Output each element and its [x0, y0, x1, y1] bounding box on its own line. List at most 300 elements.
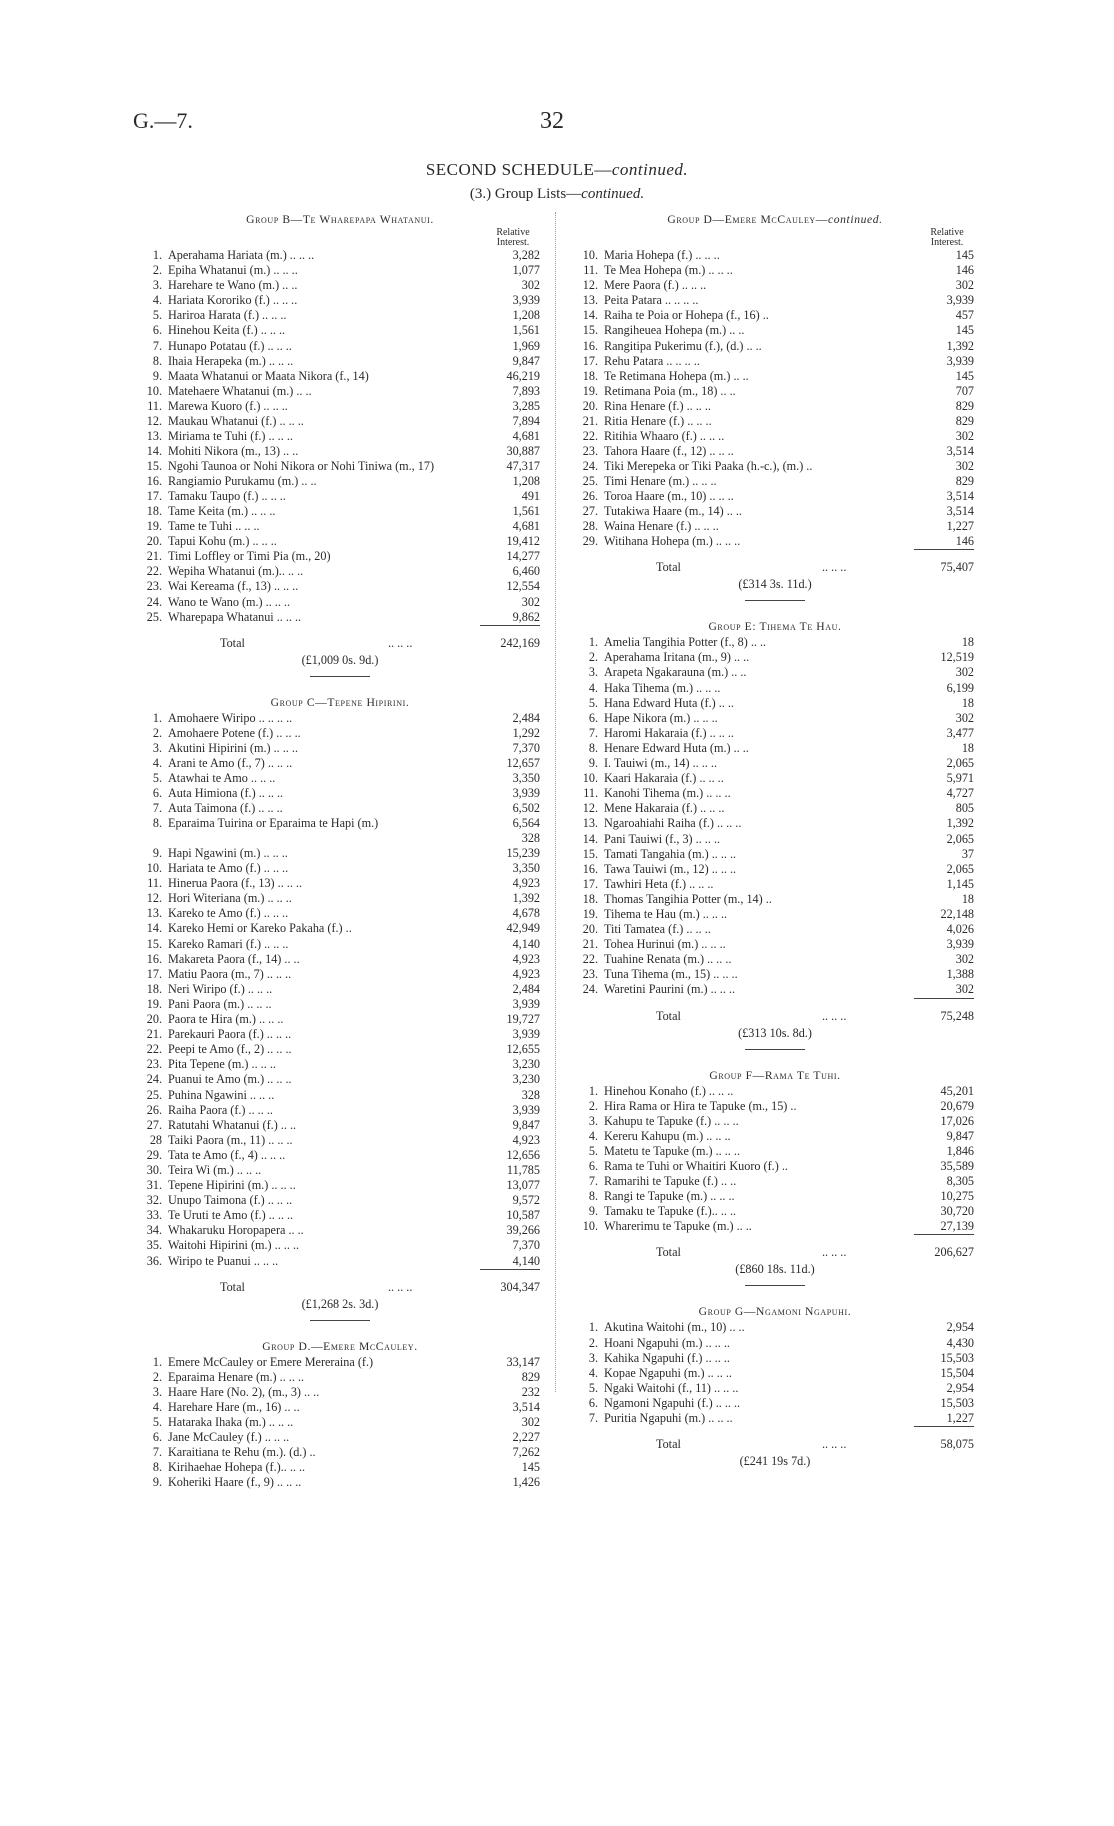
item-value: 20,679 — [940, 1098, 974, 1113]
item-name: Rangiheuea Hohepa (m.) .. .. — [604, 323, 745, 338]
item-number: 3. — [588, 665, 598, 680]
item-name: Tepene Hipirini (m.) .. .. .. — [168, 1178, 296, 1193]
list-item — [140, 1193, 540, 1208]
list-item — [140, 1415, 540, 1430]
list-item — [576, 1159, 974, 1174]
list-item — [576, 650, 974, 665]
item-number: 8. — [152, 816, 162, 831]
item-name: Kopae Ngapuhi (m.) .. .. .. — [604, 1365, 732, 1380]
item-name: Thomas Tangihia Potter (m., 14) .. — [604, 891, 772, 906]
item-name: Tame te Tuhi .. .. .. — [168, 519, 260, 534]
group-rows — [576, 635, 974, 997]
left-column — [140, 212, 540, 1490]
item-name: Rangiamio Purukamu (m.) .. .. — [168, 473, 317, 488]
item-value: 1,426 — [512, 1475, 540, 1490]
item-value: 4,140 — [512, 1253, 540, 1268]
item-name: Henare Edward Huta (m.) .. .. — [604, 740, 749, 755]
item-value: 302 — [955, 459, 974, 474]
item-name: I. Tauiwi (m., 14) .. .. .. — [604, 756, 717, 771]
total-row — [576, 1435, 974, 1453]
item-number: 29. — [146, 1147, 162, 1162]
list-item — [576, 489, 974, 504]
schedule-title-cont: continued. — [611, 160, 689, 179]
list-item — [576, 1320, 974, 1335]
item-name: Raiha te Poia or Hohepa (f., 16) .. — [604, 308, 769, 323]
item-number: 14. — [146, 921, 162, 936]
item-value: 2,227 — [512, 1430, 540, 1445]
item-value: 1,208 — [512, 473, 540, 488]
item-name: Aperahama Hariata (m.) .. .. .. — [168, 248, 315, 262]
item-number: 3. — [152, 1384, 162, 1399]
list-item — [576, 278, 974, 293]
item-number: 33. — [146, 1208, 162, 1223]
item-number: 19. — [582, 383, 598, 398]
list-item — [576, 907, 974, 922]
total-dots: .. .. .. — [822, 1245, 847, 1260]
list-item — [140, 564, 540, 579]
list-item — [140, 1133, 540, 1148]
item-value: 1,392 — [946, 816, 974, 831]
item-number: 4. — [588, 1128, 598, 1143]
item-value: 3,350 — [512, 771, 540, 786]
list-item — [140, 741, 540, 756]
item-name: Haka Tihema (m.) .. .. .. — [604, 680, 721, 695]
item-number: 1. — [152, 1354, 162, 1369]
schedule-title-text: SECOND SCHEDULE— — [425, 160, 612, 179]
list-item — [576, 741, 974, 756]
item-number: 19. — [146, 996, 162, 1011]
item-value: 13,077 — [506, 1178, 540, 1193]
item-name: Mene Hakaraia (f.) .. .. .. — [604, 801, 725, 816]
list-item — [576, 937, 974, 952]
item-value: 2,484 — [512, 981, 540, 996]
item-name: Puanui te Amo (m.) .. .. .. — [168, 1072, 292, 1087]
list-item — [576, 1204, 974, 1219]
item-name: Hoani Ngapuhi (m.) .. .. .. — [604, 1335, 730, 1350]
item-value: 11,785 — [506, 1162, 540, 1177]
item-value: 2,065 — [946, 861, 974, 876]
item-name: Kereru Kahupu (m.) .. .. .. — [604, 1128, 731, 1143]
item-value: 707 — [955, 383, 974, 398]
list-item — [576, 263, 974, 278]
item-value: 18 — [961, 891, 974, 906]
item-name: Kareko Ramari (f.) .. .. .. — [168, 936, 289, 951]
item-number: 12. — [146, 414, 162, 429]
total-label: Total — [220, 1279, 245, 1294]
list-item — [576, 756, 974, 771]
item-value: 146 — [955, 263, 974, 278]
group-c — [140, 695, 540, 1321]
list-item — [140, 846, 540, 861]
item-number: 1. — [152, 248, 162, 262]
list-item — [576, 399, 974, 414]
item-value: 302 — [955, 982, 974, 997]
item-name: Hapi Ngawini (m.) .. .. .. — [168, 846, 288, 860]
list-item — [576, 504, 974, 519]
item-value: 39,266 — [506, 1223, 540, 1238]
item-value: 3,939 — [512, 996, 540, 1011]
item-value: 1,846 — [946, 1143, 974, 1158]
group-heading: Group D.—Emere McCauley. — [262, 1339, 418, 1353]
item-name: Tutakiwa Haare (m., 14) .. .. — [604, 504, 742, 518]
total-money: (£314 3s. 11d.) — [738, 577, 812, 592]
item-value: 1,208 — [512, 308, 540, 323]
item-number: 8. — [588, 740, 598, 755]
item-number: 1. — [588, 1083, 598, 1098]
item-value: 7,262 — [512, 1445, 540, 1460]
item-name: Rangitipa Pukerimu (f.), (d.) .. .. — [604, 338, 762, 353]
list-item — [140, 323, 540, 338]
item-number: 6. — [152, 323, 162, 338]
item-number: 2. — [152, 263, 162, 278]
item-name: Matiu Paora (m., 7) .. .. .. — [168, 966, 292, 981]
list-item — [140, 278, 540, 293]
list-item — [140, 444, 540, 459]
item-number: 8. — [152, 1460, 162, 1475]
item-number: 5. — [588, 1143, 598, 1158]
item-value: 12,519 — [940, 650, 974, 665]
item-number: 12. — [146, 891, 162, 906]
total-money: (£1,268 2s. 3d.) — [301, 1296, 379, 1311]
item-name: Ngohi Taunoa or Nohi Nikora or Nohi Tiniwa (m., 17) — [168, 459, 435, 474]
list-item — [140, 726, 540, 741]
item-name: Rina Henare (f.) .. .. .. — [604, 398, 711, 413]
item-value: 1,292 — [512, 725, 540, 740]
item-number: 3. — [588, 1350, 598, 1365]
list-item — [576, 1396, 974, 1411]
item-name: Hataraka Ihaka (m.) .. .. .. — [168, 1415, 294, 1429]
subtitle-text: (3.) Group Lists— — [469, 186, 582, 202]
group-heading-text: Group D—Emere McCauley— — [667, 213, 829, 226]
list-item — [140, 1118, 540, 1133]
item-name: Eparaima Henare (m.) .. .. .. — [168, 1369, 305, 1384]
item-value: 12,657 — [506, 756, 540, 771]
item-number: 6. — [588, 1159, 598, 1173]
group-e — [576, 619, 974, 1049]
item-name: Wharerimu te Tapuke (m.) .. .. — [604, 1219, 752, 1234]
list-item — [140, 1163, 540, 1178]
item-number: 7. — [152, 1445, 162, 1460]
list-item — [140, 1238, 540, 1253]
item-number: 7. — [588, 1411, 598, 1426]
item-value: 1,969 — [512, 338, 540, 353]
item-value: 3,939 — [512, 1102, 540, 1117]
item-value: 3,477 — [946, 725, 974, 740]
item-number: 4. — [152, 756, 162, 771]
group-heading: Group B—Te Wharepapa Whatanui. — [246, 213, 434, 226]
item-name: Eparaima Tuirina or Eparaima te Hapi (m.) — [168, 816, 379, 831]
item-number: 24. — [582, 982, 598, 997]
item-value: 829 — [955, 398, 974, 413]
item-number: 22. — [582, 429, 598, 444]
item-number: 5. — [588, 1380, 598, 1395]
item-name: Maata Whatanui or Maata Nikora (f., 14) — [168, 368, 369, 383]
item-value: 1,388 — [946, 967, 974, 982]
item-name: Neri Wiripo (f.) .. .. .. — [168, 981, 273, 996]
list-item — [576, 384, 974, 399]
item-name: Rangi te Tapuke (m.) .. .. .. — [604, 1189, 735, 1204]
item-number: 5. — [152, 1415, 162, 1429]
list-item — [140, 263, 540, 278]
item-number: 7. — [588, 725, 598, 740]
item-number: 1. — [152, 710, 162, 725]
item-value: 35,589 — [940, 1159, 974, 1173]
item-number: 21. — [582, 414, 598, 429]
item-value: 3,230 — [512, 1057, 540, 1072]
item-value: 6,460 — [512, 564, 540, 579]
list-item — [140, 369, 540, 384]
item-number: 23. — [146, 579, 162, 594]
item-value: 33,147 — [506, 1354, 540, 1369]
total-label: Total — [656, 1008, 681, 1023]
item-name: Harehare te Wano (m.) .. .. — [168, 278, 298, 293]
list-item — [140, 756, 540, 771]
item-number: 15. — [582, 323, 598, 338]
item-name: Pani Paora (m.) .. .. .. — [168, 996, 272, 1011]
item-name: Kaari Hakaraia (f.) .. .. .. — [604, 771, 724, 786]
item-name: Auta Taimona (f.) .. .. .. — [168, 801, 283, 816]
item-number: 16. — [146, 473, 162, 488]
list-item — [576, 1144, 974, 1159]
list-item — [140, 1057, 540, 1072]
item-number: 31. — [146, 1178, 162, 1193]
item-name: Timi Henare (m.) .. .. .. — [604, 473, 717, 488]
item-value: 18 — [961, 695, 974, 710]
total-value: 242,169 — [500, 635, 540, 650]
relative-interest-header — [140, 228, 540, 248]
item-name: Te Mea Hohepa (m.) .. .. .. — [604, 263, 733, 278]
item-value: 9,847 — [512, 353, 540, 368]
list-item — [576, 459, 974, 474]
list-item — [576, 952, 974, 967]
group-separator — [745, 1285, 805, 1286]
item-value: 1,561 — [512, 504, 540, 518]
item-name: Peita Patara .. .. .. .. — [604, 293, 699, 308]
total-dots: .. .. .. — [822, 560, 847, 575]
item-name: Tamaku te Tapuke (f.).. .. .. — [604, 1204, 737, 1219]
item-name: Kareko te Amo (f.) .. .. .. — [168, 906, 289, 921]
item-number — [140, 831, 168, 846]
list-item — [140, 1088, 540, 1103]
item-name: Marewa Kuoro (f.) .. .. .. — [168, 398, 288, 413]
item-number: 36. — [146, 1253, 162, 1268]
item-number: 19. — [146, 519, 162, 534]
item-number: 25. — [582, 473, 598, 488]
group-heading: Group F—Rama Te Tuhi. — [709, 1068, 841, 1082]
item-number: 14. — [582, 831, 598, 846]
list-item — [140, 459, 540, 474]
list-item — [140, 1370, 540, 1385]
item-number: 24. — [146, 594, 162, 609]
item-number: 10. — [146, 861, 162, 876]
total-dots: .. .. .. — [388, 635, 413, 650]
page-ref: G.—7. — [133, 108, 193, 133]
list-item — [140, 1148, 540, 1163]
group-rows — [140, 248, 540, 625]
item-number: 17. — [582, 353, 598, 368]
list-item — [576, 786, 974, 801]
item-number: 18. — [146, 981, 162, 996]
total-rule — [480, 1269, 540, 1272]
item-name: Toroa Haare (m., 10) .. .. .. — [604, 488, 734, 503]
item-value: 4,430 — [946, 1335, 974, 1350]
item-name: Hariata Kororiko (f.) .. .. .. — [168, 293, 298, 308]
item-value: 3,514 — [946, 488, 974, 503]
item-number: 8. — [152, 353, 162, 368]
item-value: 2,484 — [512, 710, 540, 725]
group-rows — [576, 1320, 974, 1426]
list-item — [576, 832, 974, 847]
subtitle-cont: continued. — [581, 186, 645, 202]
list-item — [576, 1189, 974, 1204]
item-name: Kahika Ngapuhi (f.) .. .. .. — [604, 1350, 730, 1365]
item-number: 35. — [146, 1238, 162, 1253]
item-number: 2. — [152, 725, 162, 740]
list-item — [576, 1114, 974, 1129]
item-value: 12,554 — [506, 579, 540, 594]
list-item — [576, 1336, 974, 1351]
item-value: 37 — [961, 846, 974, 861]
item-value: 3,939 — [946, 937, 974, 952]
item-number: 27. — [146, 1117, 162, 1132]
item-value: 10,587 — [506, 1208, 540, 1223]
group-rows — [140, 711, 540, 1269]
item-number: 22. — [582, 952, 598, 967]
list-item — [140, 1103, 540, 1118]
list-item — [576, 681, 974, 696]
item-number: 26. — [582, 488, 598, 503]
item-number: 25. — [146, 609, 162, 624]
item-value: 42,949 — [506, 921, 540, 936]
list-item — [576, 877, 974, 892]
item-name: Timi Loffley or Timi Pia (m., 20) — [168, 549, 331, 564]
group-g — [576, 1304, 974, 1469]
item-number: 10. — [582, 248, 598, 262]
item-number: 11. — [583, 263, 598, 278]
list-item — [140, 489, 540, 504]
total-dots: .. .. .. — [822, 1437, 847, 1452]
item-number: 9. — [588, 756, 598, 771]
total-money: (£860 18s. 11d.) — [735, 1262, 815, 1277]
item-name: Tuna Tihema (m., 15) .. .. .. — [604, 967, 738, 982]
list-item — [140, 384, 540, 399]
list-item — [576, 474, 974, 489]
item-value: 3,282 — [512, 248, 540, 262]
group-separator — [745, 1049, 805, 1050]
item-name: Kirihaehae Hohepa (f.).. .. .. — [168, 1460, 306, 1475]
group-rows — [576, 248, 974, 549]
item-number: 18. — [582, 368, 598, 383]
item-number: 4. — [588, 1365, 598, 1380]
total-label: Total — [220, 635, 245, 650]
page-number: 32 — [540, 108, 564, 134]
list-item — [576, 1366, 974, 1381]
list-item — [140, 921, 540, 936]
total-value: 206,627 — [934, 1245, 974, 1260]
item-number: 26. — [146, 1102, 162, 1117]
item-number: 4. — [152, 1399, 162, 1414]
list-item — [576, 429, 974, 444]
item-name: Hunapo Potatau (f.) .. .. .. — [168, 338, 292, 353]
item-name: Tohea Hurinui (m.) .. .. .. — [604, 937, 726, 952]
list-item — [140, 952, 540, 967]
total-row — [576, 1007, 974, 1025]
item-name: Retimana Poia (m., 18) .. .. — [604, 383, 736, 398]
list-item — [576, 308, 974, 323]
item-number: 3. — [588, 1113, 598, 1128]
item-value: 3,514 — [946, 504, 974, 518]
list-item — [140, 248, 540, 263]
list-item — [576, 982, 974, 997]
list-item — [576, 519, 974, 534]
item-number: 8. — [588, 1189, 598, 1204]
item-name: Rama te Tuhi or Whaitiri Kuoro (f.) .. — [604, 1159, 788, 1173]
item-value: 9,862 — [512, 609, 540, 624]
item-value: 3,939 — [512, 1027, 540, 1042]
item-number: 7. — [588, 1174, 598, 1189]
item-name: Akutini Hipirini (m.) .. .. .. — [168, 740, 298, 755]
item-number: 9. — [152, 1475, 162, 1490]
item-value: 302 — [955, 952, 974, 967]
item-name: Whakaruku Horopapera .. .. — [168, 1223, 304, 1238]
group-f — [576, 1068, 974, 1287]
item-number: 21. — [146, 1027, 162, 1042]
item-value: 805 — [955, 801, 974, 816]
list-item — [140, 1223, 540, 1238]
list-item — [576, 771, 974, 786]
item-name: Harehare Hare (m., 16) .. .. — [168, 1399, 300, 1414]
item-number: 4. — [588, 680, 598, 695]
list-item — [140, 414, 540, 429]
list-item — [140, 549, 540, 564]
list-item — [140, 1445, 540, 1460]
list-item — [140, 786, 540, 801]
item-value: 9,847 — [946, 1128, 974, 1143]
total-row — [576, 558, 974, 576]
item-number: 25. — [146, 1087, 162, 1102]
total-value: 58,075 — [940, 1437, 974, 1452]
list-item — [576, 444, 974, 459]
item-value: 302 — [521, 1415, 540, 1429]
group-separator — [310, 1320, 370, 1321]
list-item — [576, 1411, 974, 1426]
item-name: Ngaki Waitohi (f., 11) .. .. .. — [604, 1380, 739, 1395]
list-item — [576, 323, 974, 338]
item-name: Rehu Patara .. .. .. .. — [604, 353, 700, 368]
item-value: 3,350 — [512, 861, 540, 876]
item-value: 491 — [521, 488, 540, 503]
item-name: Puhina Ngawini .. .. .. — [168, 1087, 275, 1102]
item-number: 24. — [146, 1072, 162, 1087]
list-item — [140, 967, 540, 982]
item-number: 12. — [582, 801, 598, 816]
item-number: 6. — [152, 1430, 162, 1445]
list-item — [576, 967, 974, 982]
item-number: 11. — [583, 786, 598, 801]
list-item — [576, 1219, 974, 1234]
list-item — [140, 339, 540, 354]
item-value: 302 — [521, 594, 540, 609]
list-item — [140, 937, 540, 952]
item-name: Kahupu te Tapuke (f.) .. .. .. — [604, 1113, 739, 1128]
item-name: Tahora Haare (f., 12) .. .. .. — [604, 444, 734, 459]
list-item — [576, 847, 974, 862]
item-name: Hinehou Konaho (f.) .. .. .. — [604, 1083, 734, 1098]
item-number: 6. — [588, 1395, 598, 1410]
item-value: 145 — [955, 368, 974, 383]
list-item — [576, 922, 974, 937]
item-value: 19,412 — [506, 534, 540, 549]
